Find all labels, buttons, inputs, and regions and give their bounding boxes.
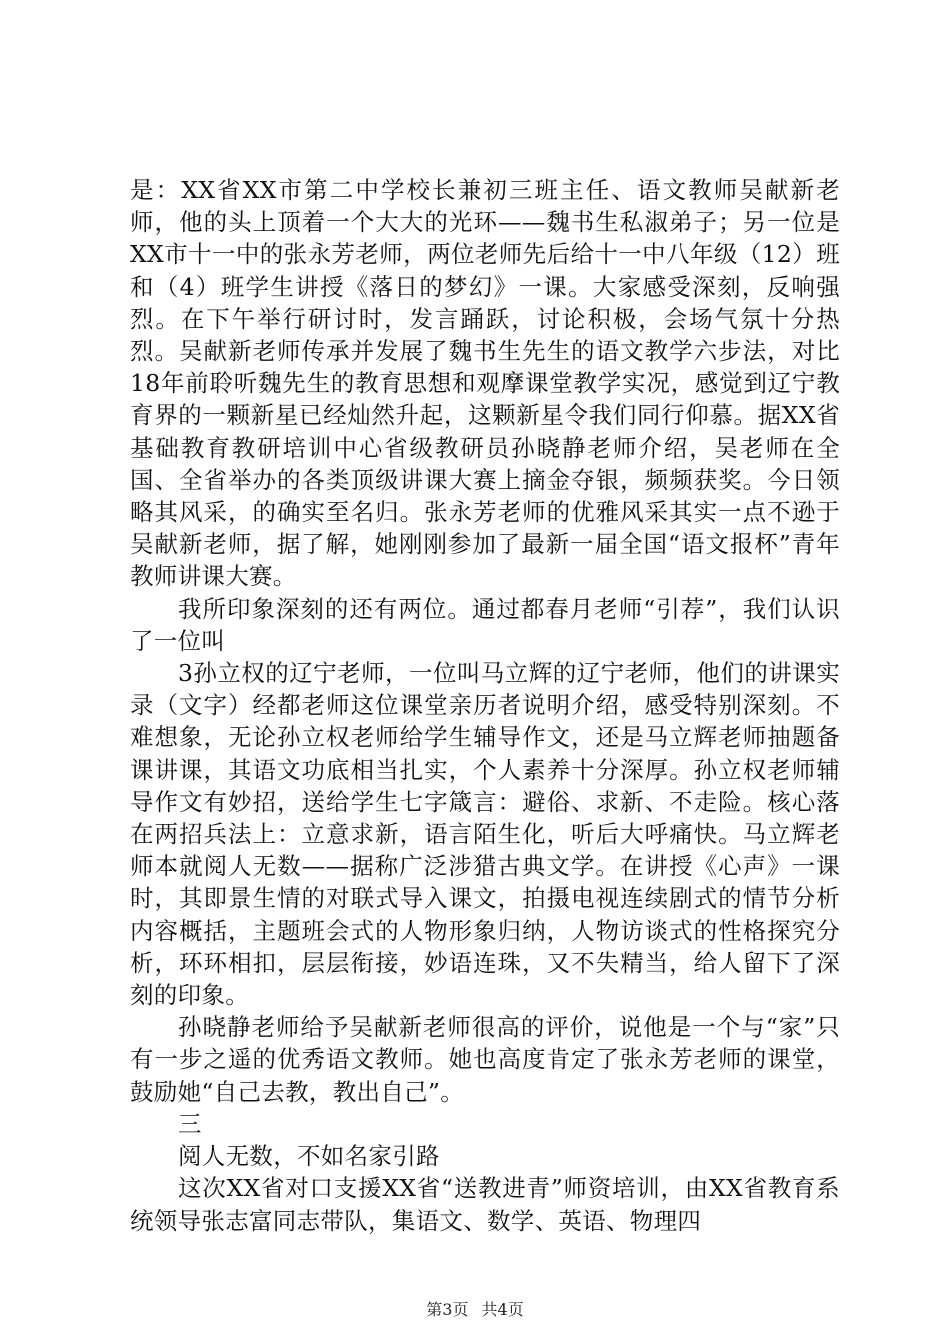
paragraph-1: 是：XX省XX市第二中学校长兼初三班主任、语文教师吴献新老师，他的头上顶着一个大大的光环——魏书生私淑弟子；另一位是XX市十一中的张永芳老师，两位老师先后给十一中八年级（12）班和（4）班学生讲授《落日的梦幻》一课。大家感受深刻，反响强烈。在下午举行研讨时，发言踊跃，讨论积极，会场气氛十分热烈。吴献新老师传承并发展了魏书生先生的语文教学六步法，对比18年前聆听魏先生的教育思想和观摩课堂教学实况，感觉到辽宁教育界的一颗新星已经灿然升起，这颗新星令我们同行仰慕。据XX省基础教育教研培训中心省级教研员孙晓静老师介绍，吴老师在全国、全省举办的各类顶级讲课大赛上摘金夺银，频频获奖。今日领略其风采，的确实至名归。张永芳老师的优雅风采其实一点不逊于吴献新老师，据了解，她刚刚参加了最新一届全国“语文报杯”青年教师讲课大赛。: [130, 176, 840, 591]
page-current: 第3页: [426, 1300, 469, 1319]
document-body: [130, 174, 840, 1237]
page-total: 共4页: [481, 1300, 524, 1319]
paragraph-4: 孙晓静老师给予吴献新老师很高的评价，说他是一个与“家”只有一步之遥的优秀语文教师。她也高度肯定了张永芳老师的课堂，鼓励她“自己去教，教出自己”。: [130, 1013, 840, 1106]
page-footer: [0, 1300, 950, 1320]
paragraph-3: 3孙立权的辽宁老师，一位叫马立辉的辽宁老师，他们的讲课实录（文字）经都老师这位课堂亲历者说明介绍，感受特别深刻。不难想象，无论孙立权老师给学生辅导作文，还是马立辉老师抽题备课讲课，其语文功底相当扎实，个人素养十分深厚。孙立权老师辅导作文有妙招，送给学生七字箴言：避俗、求新、不走险。核心落在两招兵法上：立意求新，语言陌生化，听后大呼痛快。马立辉老师本就阅人无数——据称广泛涉猎古典文学。在讲授《心声》一课时，其即景生情的对联式导入课文，拍摄电视连续剧式的情节分析内容概括，主题班会式的人物形象归纳，人物访谈式的性格探究分析，环环相扣，层层衔接，妙语连珠，又不失精当，给人留下了深刻的印象。: [130, 659, 840, 1010]
section-title: 阅人无数，不如名家引路: [178, 1142, 440, 1171]
section-number: 三: [178, 1109, 202, 1138]
paragraph-5: 这次XX省对口支援XX省“送教进青”师资培训，由XX省教育系统领导张志富同志带队，集语文、数学、英语、物理四: [130, 1174, 840, 1235]
paragraph-2: 我所印象深刻的还有两位。通过都春月老师“引荐”，我们认识了一位叫: [130, 594, 840, 655]
